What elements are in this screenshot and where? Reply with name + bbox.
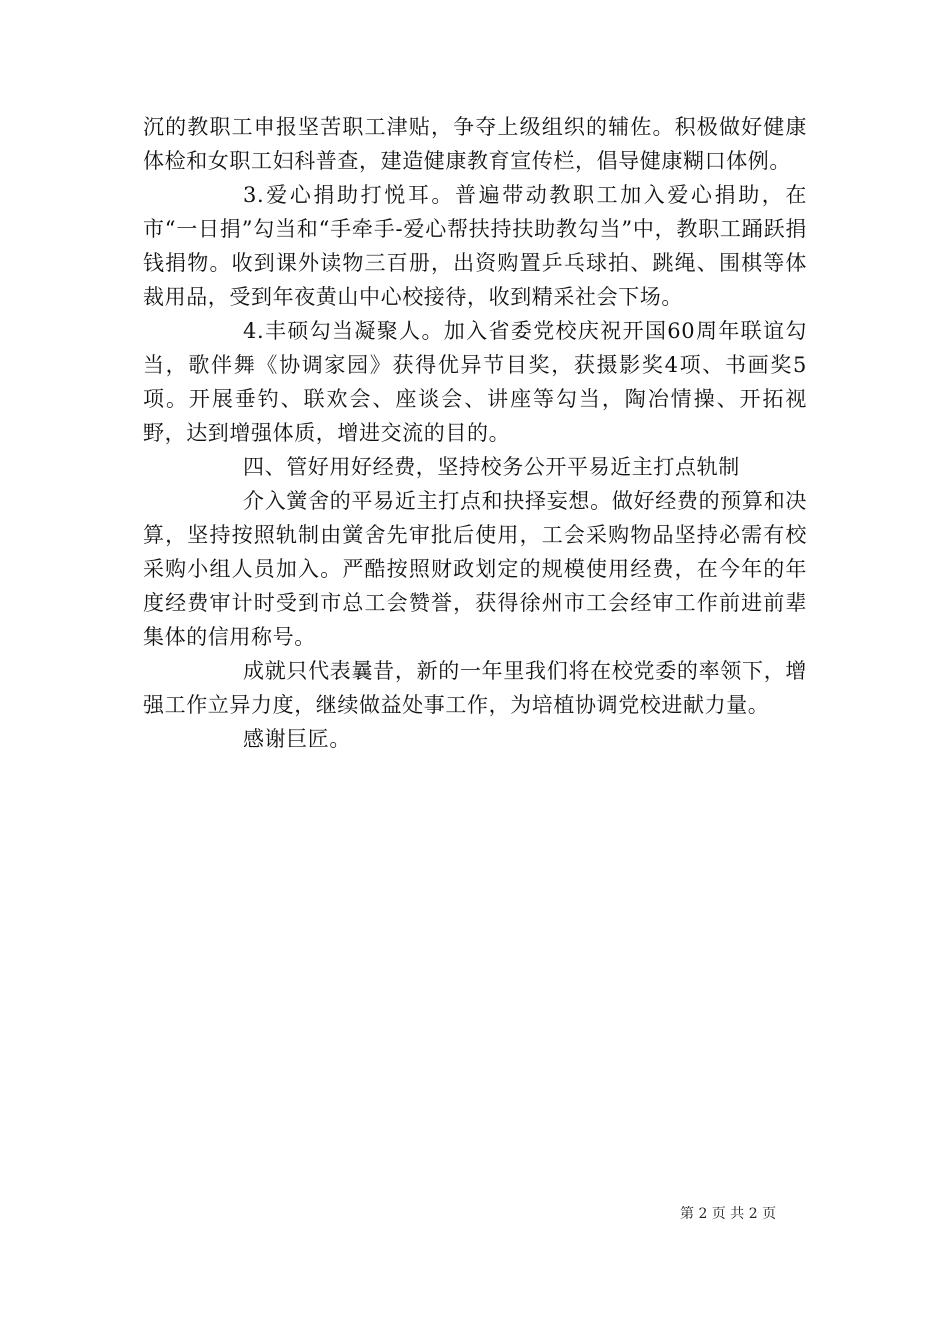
paragraph-funds: 介入黉舍的平易近主打点和抉择妄想。做好经费的预算和决算，坚持按照轨制由黉舍先审批后使用，工会采购物品坚持必需有校采购小组人员加入。严酷按照财政划定的规模使用经费，在今年的年度经费审计时受到市总工会赞誉，获得徐州市工会经审工作前进前辈集体的信用称号。 xyxy=(143,489,807,649)
section-heading-4: 四、管好用好经费，坚持校务公开平易近主打点轨制 xyxy=(243,455,740,479)
paragraph-item-3: 3.爱心捐助打悦耳。普遍带动教职工加入爱心捐助，在市“一日捐”勾当和“手牵手-爱心帮扶持扶助教勾当”中，教职工踊跃捐钱捐物。收到课外读物三百册，出资购置乒乓球拍、跳绳、围棋等体裁用品，受到年夜黄山中心校接待，收到精采社会下场。 xyxy=(143,183,807,309)
paragraph-conclusion: 成就只代表曩昔，新的一年里我们将在校党委的率领下，增强工作立异力度，继续做益处事工作，为培植协调党校进献力量。 xyxy=(143,659,807,717)
paragraph-continuation: 沉的教职工申报坚苦职工津贴，争夺上级组织的辅佐。积极做好健康体检和女职工妇科普查，建造健康教育宣传栏，倡导健康糊口体例。 xyxy=(143,115,807,173)
paragraph-thanks: 感谢巨匠。 xyxy=(243,727,351,751)
document-body xyxy=(143,110,807,756)
page-footer: 第 2 页 共 2 页 xyxy=(680,1206,777,1222)
paragraph-item-4: 4.丰硕勾当凝聚人。加入省委党校庆祝开国60周年联谊勾当，歌伴舞《协调家园》获得优异节目奖，获摄影奖4项、书画奖5项。开展垂钓、联欢会、座谈会、讲座等勾当，陶冶情操、开拓视野，达到增强体质，增进交流的目的。 xyxy=(143,319,807,445)
